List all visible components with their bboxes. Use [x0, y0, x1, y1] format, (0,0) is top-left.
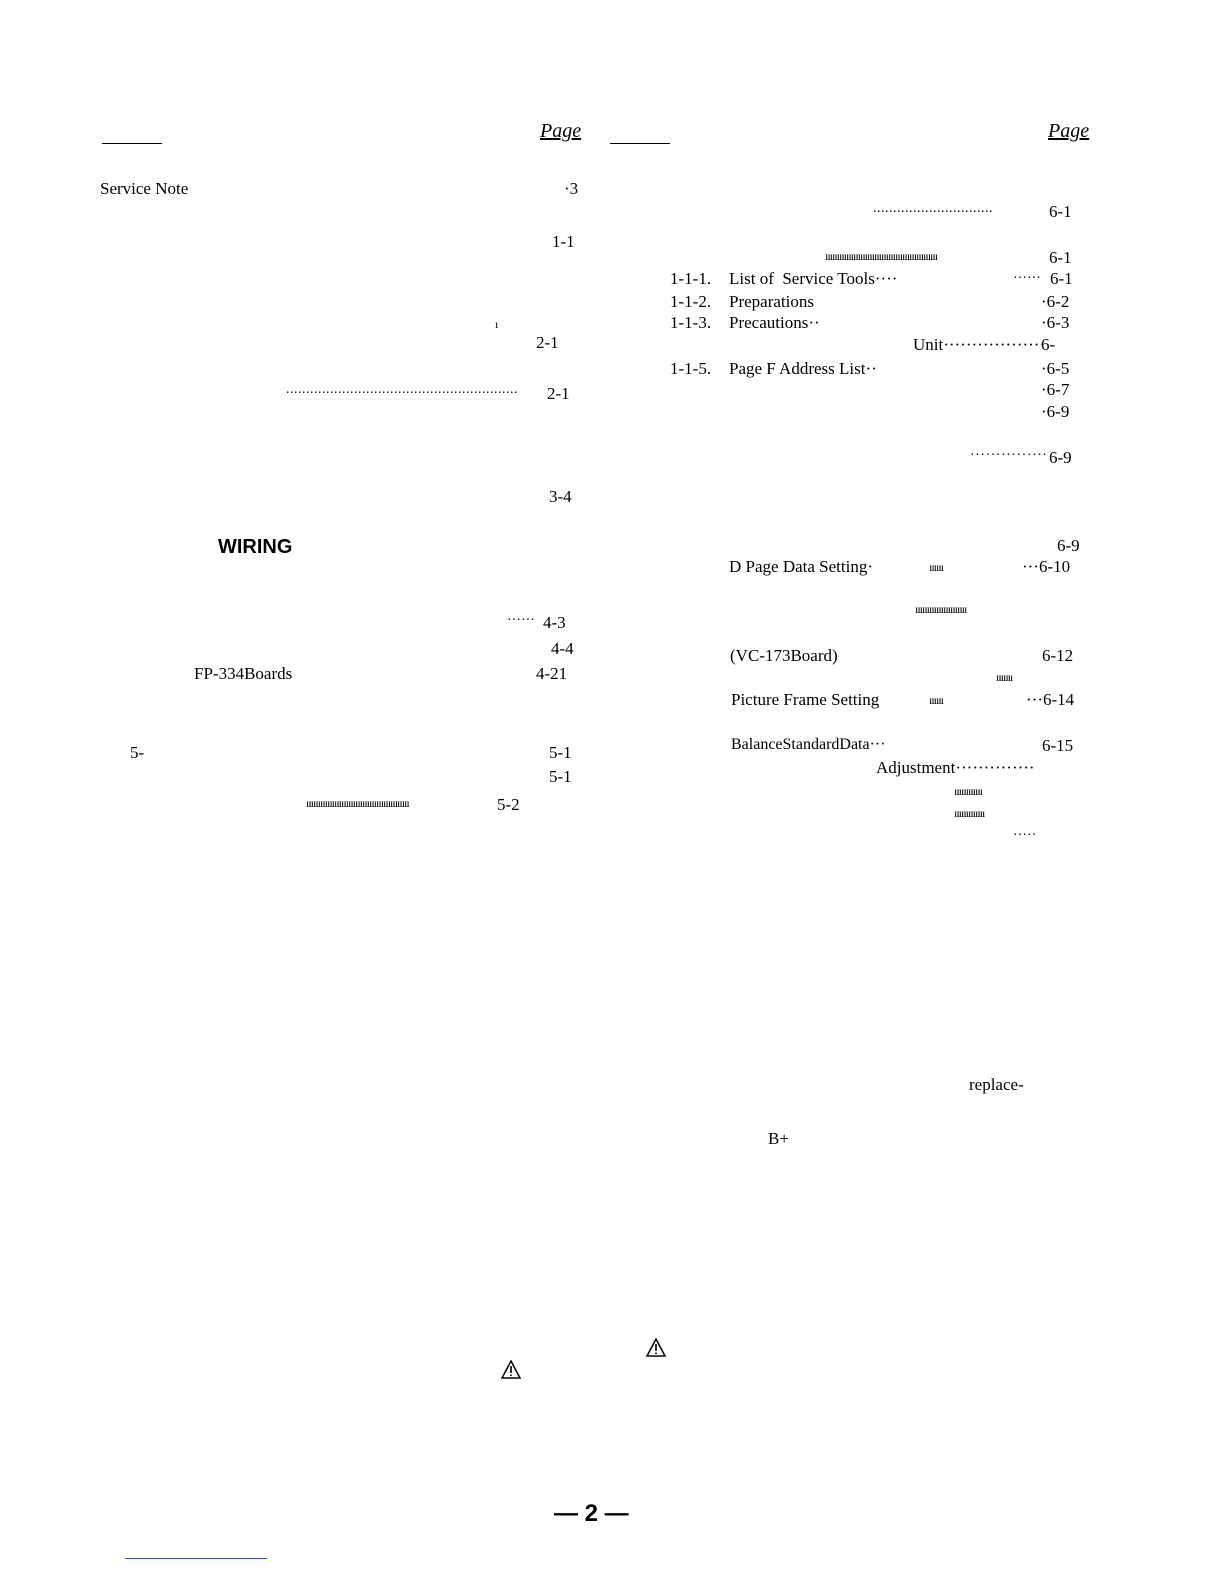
toc-page: ·6-9 [1041, 402, 1070, 421]
toc-leader-dots: ······ [1013, 271, 1041, 286]
warning-triangle-icon [501, 1360, 521, 1380]
toc-page: ·3 [564, 179, 579, 198]
toc-section-number: 1-1-5. [670, 359, 712, 378]
left-header-rule [102, 143, 162, 144]
toc-title-preparations: Preparations [729, 292, 814, 311]
toc-leader-dots: ııııııı [996, 670, 1013, 684]
toc-title-service-note: Service Note [100, 179, 189, 198]
page-number: — 2 — [554, 1500, 629, 1527]
toc-page: ·6-3 [1041, 313, 1070, 332]
toc-leader-dots: .......................................................... [286, 382, 518, 397]
toc-title-wiring: WIRING [218, 536, 293, 558]
toc-title-vc173-board: (VC-173Board) [730, 646, 838, 665]
toc-title-balance-standard: BalanceStandardData··· [731, 736, 886, 753]
toc-page: 4-4 [551, 639, 574, 658]
toc-leader-dots: ıııııııııııı [954, 784, 983, 798]
toc-section-number: 1-1-3. [670, 313, 712, 332]
toc-page: 5-1 [549, 767, 572, 786]
toc-title-precautions: Precautions·· [729, 313, 820, 332]
toc-mark: ı [495, 317, 499, 331]
warning-triangle-icon [646, 1338, 666, 1358]
toc-page: 6- [1041, 335, 1056, 354]
toc-leader-dots: ıııııııııııııııııııııııııııııııııııııııııııııııı [825, 249, 938, 263]
toc-title-service-tools: List of Service Tools···· [729, 269, 898, 288]
toc-title-unit: Unit·················· [913, 335, 1046, 354]
toc-page: 2-1 [536, 333, 559, 352]
toc-page: 1-1 [552, 232, 575, 251]
toc-page: 6-9 [1049, 448, 1072, 467]
toc-title-fp334-boards: FP-334Boards [194, 664, 293, 683]
toc-page: 5-2 [497, 795, 520, 814]
toc-page: 3-4 [549, 487, 572, 506]
toc-page: 5-1 [549, 743, 572, 762]
toc-page: 6-1 [1050, 269, 1073, 288]
toc-title-adjustment: Adjustment·············· [876, 758, 1035, 777]
toc-page: 4-3 [543, 613, 566, 632]
toc-leader-dots: ıııııı [929, 693, 944, 707]
toc-leader-dots: ······ [507, 613, 535, 628]
toc-leader-dots: ··············· [970, 448, 1048, 463]
toc-title-data-setting: D Page Data Setting· [729, 557, 873, 576]
right-header-rule [610, 143, 670, 144]
toc-leader-dots: ııııııııııııı [954, 806, 985, 820]
toc-leader-dots: ıııııııııııııııııııııı [915, 602, 967, 616]
left-page-label: Page [540, 120, 582, 142]
toc-page: 6-15 [1042, 736, 1074, 755]
toc-section-number: 1-1-2. [670, 292, 712, 311]
toc-section-number: 5- [130, 743, 145, 762]
toc-page: ·6-2 [1041, 292, 1070, 311]
text-b-plus: B+ [768, 1129, 789, 1148]
toc-page: ·6-5 [1041, 359, 1070, 378]
toc-leader-dots: ····· [1013, 828, 1037, 843]
toc-title-picture-frame: Picture Frame Setting [731, 690, 880, 709]
toc-page: ···6-14 [1026, 690, 1075, 709]
bottom-rule [125, 1558, 267, 1559]
toc-page: 6-12 [1042, 646, 1074, 665]
toc-page: 4-21 [536, 664, 568, 683]
toc-page: ···6-10 [1022, 557, 1071, 576]
toc-section-number: 1-1-1. [670, 269, 712, 288]
toc-leader-dots: ıııııııııııııııııııııııııııııııııııııııııııı [306, 796, 409, 810]
toc-leader-dots: ıııııı [929, 560, 944, 574]
toc-title-address-list: Page F Address List·· [729, 359, 877, 378]
text-replace: replace- [969, 1075, 1024, 1094]
toc-page: 6-9 [1057, 536, 1080, 555]
right-page-label: Page [1048, 120, 1090, 142]
toc-leader-dots: .............................. [873, 201, 993, 216]
toc-page: 6-1 [1049, 202, 1072, 221]
toc-page: ·6-7 [1041, 380, 1070, 399]
toc-page: 6-1 [1049, 248, 1072, 267]
toc-page: 2-1 [547, 384, 570, 403]
